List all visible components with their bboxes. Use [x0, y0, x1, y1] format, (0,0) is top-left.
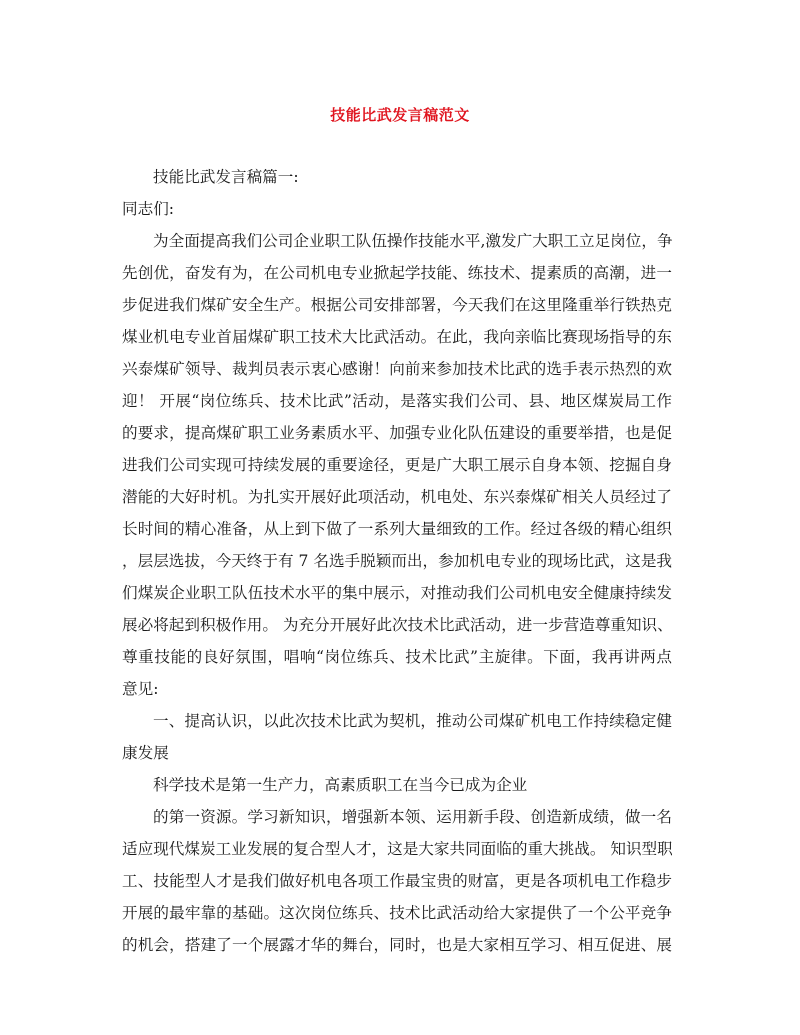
paragraph-line: 意见:: [122, 680, 159, 698]
paragraph-line: 适应现代煤炭工业发展的复合型人才，这是大家共同面临的重大挑战。 知识型职: [122, 840, 673, 858]
paragraph-line: 进我们公司实现可持续发展的重要途径，更是广大职工展示自身本领、挖掘自身: [122, 456, 672, 474]
paragraph-line: 潜能的大好时机。为扎实开展好此项活动，机电处、东兴泰煤矿相关人员经过了: [122, 488, 672, 506]
paragraph-line: 为全面提高我们公司企业职工队伍操作技能水平,激发广大职工立足岗位，争: [153, 232, 673, 250]
paragraph-line: 长时间的精心准备，从上到下做了一系列大量细致的工作。经过各级的精心组织: [122, 520, 672, 538]
paragraph-line: 步促进我们煤矿安全生产。根据公司安排部署，今天我们在这里隆重举行铁热克: [122, 296, 672, 314]
paragraph-line: 的第一资源。学习新知识，增强新本领、运用新手段、创造新成绩，做一名: [153, 808, 672, 826]
section-heading: 技能比武发言稿篇一:: [153, 168, 299, 186]
paragraph-line: 尊重技能的良好氛围，唱响“岗位练兵、技术比武”主旋律。下面，我再讲两点: [122, 648, 672, 666]
paragraph-line: 煤业机电专业首届煤矿职工技术大比武活动。在此，我向亲临比赛现场指导的东: [122, 328, 672, 346]
paragraph-line: 先创优，奋发有为，在公司机电专业掀起学技能、练技术、提素质的高潮，进一: [122, 264, 672, 282]
paragraph-line: ，层层选拔，今天终于有 7 名选手脱颖而出，参加机电专业的现场比武，这是我: [122, 552, 673, 570]
paragraph-line: 工、技能型人才是我们做好机电各项工作最宝贵的财富，更是各项机电工作稳步: [122, 872, 672, 890]
paragraph-line: 兴泰煤矿领导、裁判员表示衷心感谢！向前来参加技术比武的选手表示热烈的欢: [122, 360, 672, 378]
salutation: 同志们:: [122, 200, 175, 218]
paragraph-line: 展必将起到积极作用。 为充分开展好此次技术比武活动，进一步营造尊重知识、: [122, 616, 673, 634]
paragraph-line: 的要求，提高煤矿职工业务素质水平、加强专业化队伍建设的重要举措，也是促: [122, 424, 672, 442]
paragraph-line: 开展的最牢靠的基础。这次岗位练兵、技术比武活动给大家提供了一个公平竞争: [122, 904, 672, 922]
paragraph-line: 科学技术是第一生产力，高素质职工在当今已成为企业: [153, 776, 528, 794]
point-heading: 一、提高认识，以此次技术比武为契机，推动公司煤矿机电工作持续稳定健: [153, 712, 672, 730]
point-heading: 康发展: [122, 744, 169, 762]
paragraph-line: 迎！ 开展“岗位练兵、技术比武”活动，是落实我们公司、县、地区煤炭局工作: [122, 392, 672, 410]
paragraph-line: 们煤炭企业职工队伍技术水平的集中展示，对推动我们公司机电安全健康持续发: [122, 584, 672, 602]
document-title: 技能比武发言稿范文: [330, 106, 470, 124]
paragraph-line: 的机会，搭建了一个展露才华的舞台，同时，也是大家相互学习、相互促进、展: [122, 936, 672, 954]
